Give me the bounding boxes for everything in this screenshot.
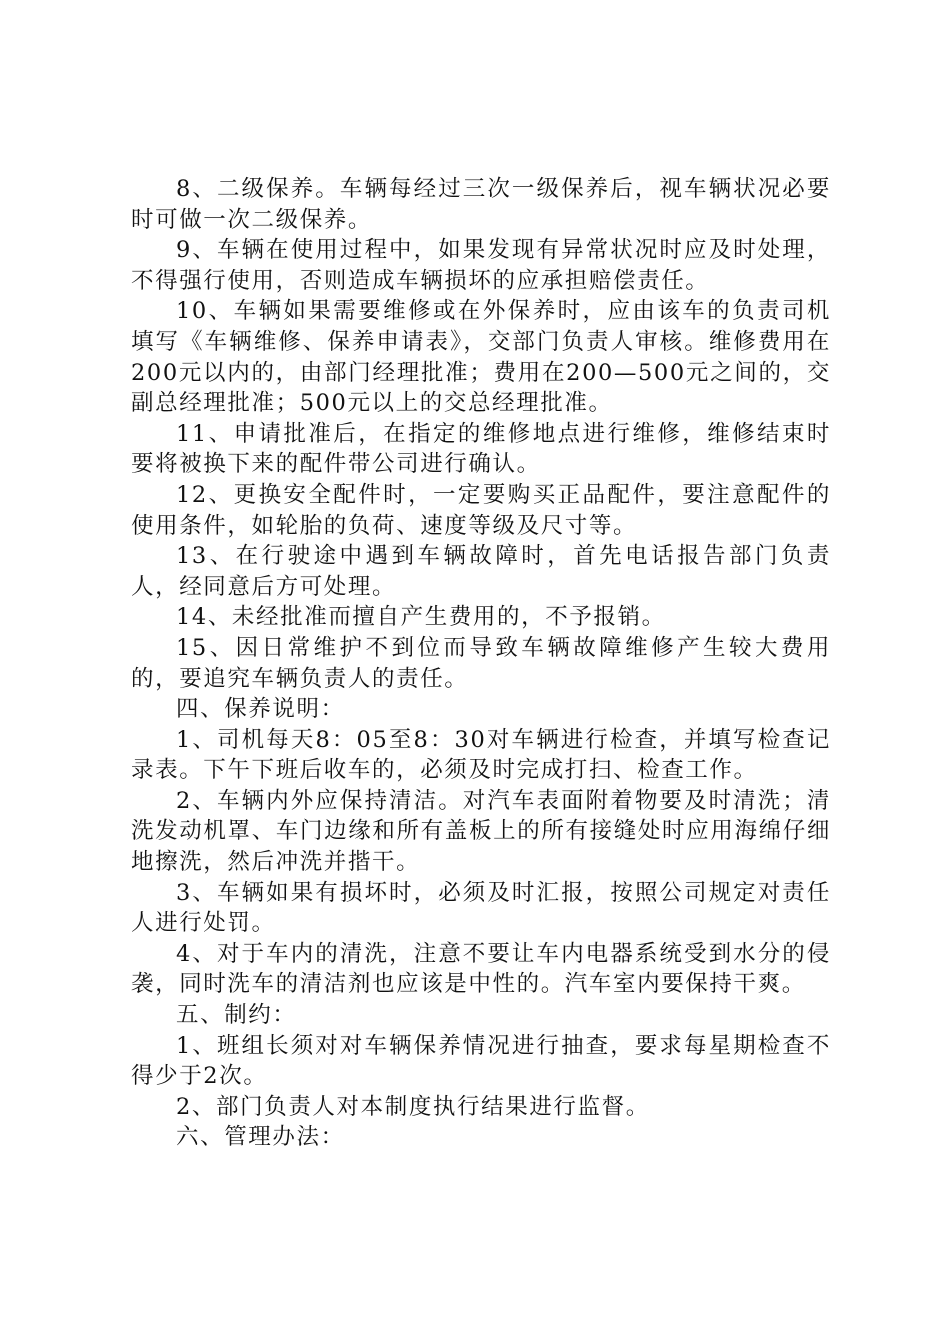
paragraph-item-12: 12、更换安全配件时，一定要购买正品配件，要注意配件的使用条件，如轮胎的负荷、速度等级及尺寸等。 [131, 481, 831, 539]
document-body [131, 174, 831, 1153]
paragraph-item-15: 15、因日常维护不到位而导致车辆故障维修产生较大费用的，要追究车辆负责人的责任。 [131, 634, 831, 692]
section-heading-constraints: 五、制约： [176, 1002, 297, 1029]
maintenance-item-3: 3、车辆如果有损坏时，必须及时汇报，按照公司规定对责任人进行处罚。 [131, 879, 831, 937]
maintenance-item-4: 4、对于车内的清洗，注意不要让车内电器系统受到水分的侵袭，同时洗车的清洁剂也应该是中性的。汽车室内要保持干爽。 [131, 940, 831, 998]
paragraph-item-14: 14、未经批准而擅自产生费用的，不予报销。 [176, 604, 666, 631]
section-heading-maintenance: 四、保养说明： [176, 696, 345, 723]
maintenance-item-2: 2、车辆内外应保持清洁。对汽车表面附着物要及时清洗；清洗发动机罩、车门边缘和所有盖板上的所有接缝处时应用海绵仔细地擦洗，然后冲洗并揩干。 [131, 787, 831, 876]
maintenance-item-1: 1、司机每天8：05至8：30对车辆进行检查，并填写检查记录表。下午下班后收车的，必须及时完成打扫、检查工作。 [131, 726, 831, 784]
section-heading-management: 六、管理办法： [176, 1124, 345, 1151]
paragraph-item-8: 8、二级保养。车辆每经过三次一级保养后，视车辆状况必要时可做一次二级保养。 [131, 176, 831, 233]
paragraph-item-13: 13、在行驶途中遇到车辆故障时，首先电话报告部门负责人，经同意后方可处理。 [131, 543, 831, 600]
constraints-item-2: 2、部门负责人对本制度执行结果进行监督。 [176, 1093, 650, 1120]
paragraph-item-10: 10、车辆如果需要维修或在外保养时，应由该车的负责司机填写《车辆维修、保养申请表》，交部门负责人审核。维修费用在200元以内的，由部门经理批准；费用在200—500元之间的，交副总经理批准；500元以上的交总经理批准。 [131, 298, 831, 417]
constraints-item-1: 1、班组长须对对车辆保养情况进行抽查，要求每星期检查不得少于2次。 [131, 1032, 831, 1090]
paragraph-item-11: 11、申请批准后，在指定的维修地点进行维修，维修结束时要将被换下来的配件带公司进行确认。 [131, 420, 831, 478]
paragraph-item-9: 9、车辆在使用过程中，如果发现有异常状况时应及时处理，不得强行使用，否则造成车辆损坏的应承担赔偿责任。 [131, 237, 831, 294]
